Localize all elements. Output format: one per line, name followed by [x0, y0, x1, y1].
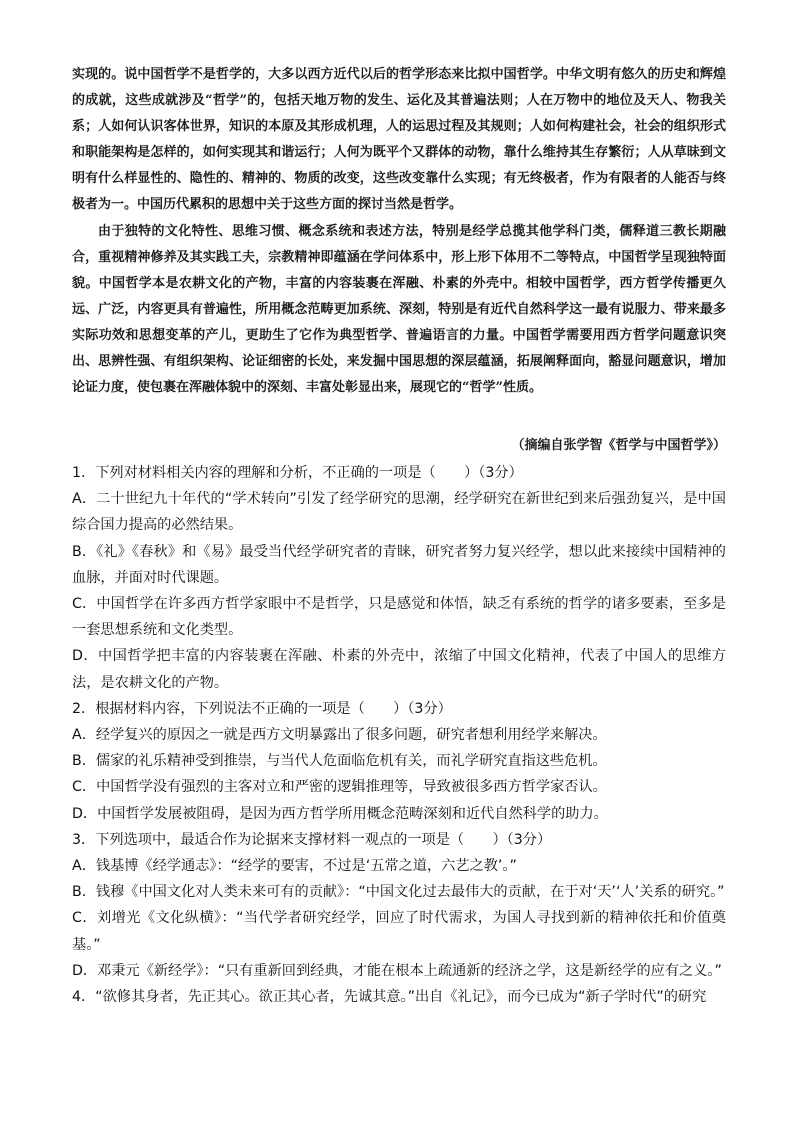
passage-paragraph: 实现的。说中国哲学不是哲学的，大多以西方近代以后的哲学形态来比拟中国哲学。中华文明有悠久的历史和辉煌的成就，这些成就涉及“哲学”的，包括天地万物的发生、运化及其普遍法则；人在万物中的地位及天人、物我关系；人如何认识客体世界，知识的本原及其形成机理，人的运思过程及其规则；人如何构建社会，社会的组织形式和职能架构是怎样的，如何实现其和谐运行；人何为既平个又群体的动物，靠什么维持其生存繁衍；人从草昧到文明有什么样显性的、隐性的、精神的、物质的改变，这些改变靠什么实现；有无终极者，作为有限者的人能否与终极者为一。中国历代累积的思想中关于这些方面的探讨当然是哲学。 [72, 67, 726, 213]
answer-option: A．经学复兴的原因之一就是西方文明暴露出了很多问题，研究者想利用经学来解决。 [72, 727, 607, 744]
answer-option: C．刘增光《文化纵横》：“当代学者研究经学，回应了时代需求，为国人寻找到新的精神依托和价值奠基。” [72, 910, 726, 953]
answer-option: B．儒家的礼乐精神受到推崇，与当代人危面临危机有关，而礼学研究直指这些危机。 [72, 753, 607, 770]
question-stem: 2．根据材料内容，下列说法不正确的一项是（ ）（3分） [72, 700, 452, 717]
answer-option: D．中国哲学把丰富的内容装裹在浑融、朴素的外壳中，浓缩了中国文化精神，代表了中国人的思维方法，是农耕文化的产物。 [72, 648, 726, 691]
answer-option: C．中国哲学在许多西方哲学家眼中不是哲学，只是感觉和体悟，缺乏有系统的哲学的诸多要素，至多是一套思想系统和文化类型。 [72, 596, 726, 639]
question-list [72, 460, 726, 1010]
answer-option: B．《礼》《春秋》和《易》最受当代经学研究者的青睐，研究者努力复兴经学，想以此来接续中国精神的血脉，并面对时代课题。 [72, 543, 726, 586]
answer-option: D．中国哲学发展被阻碍，是因为西方哲学所用概念范畴深刻和近代自然科学的助力。 [72, 805, 608, 822]
question-stem: 1．下列对材料相关内容的理解和分析，不正确的一项是（ ）（3分） [72, 465, 523, 481]
answer-option: B．钱穆《中国文化对人类未来可有的贡献》：“中国文化过去最伟大的贡献，在于对‘天’‘人’关系的研究。” [72, 884, 725, 901]
passage-source: （摘编自张学智《哲学与中国哲学》） [511, 438, 726, 453]
passage-paragraph: 由于独特的文化特性、思维习惯、概念系统和表述方法，特别是经学总揽其他学科门类，儒释道三教长期融合，重视精神修养及其实践工夫，宗教精神即蕴涵在学问体系中，形上形下体用不二等特点，中国哲学呈现独特面貌。中国哲学本是农耕文化的产物，丰富的内容装裹在浑融、朴素的外壳中。相较中国哲学，西方哲学传播更久远、广泛，内容更具有普遍性，所用概念范畴更加系统、深刻，特别是有近代自然科学这一最有说服力、带来最多实际功效和思想变革的产儿，更助生了它作为典型哲学、普遍语言的力量。中国哲学需要用西方哲学问题意识突出、思辨性强、有组织架构、论证细密的长处，来发掘中国思想的深层蕴涵，拓展阐释面向，豁显问题意识，增加论证力度，使包裹在浑融体貌中的深刻、丰富处彰显出来，展现它的“哲学”性质。 [72, 223, 726, 396]
answer-option: A．二十世纪九十年代的“学术转向”引发了经学研究的思潮，经学研究在新世纪到来后强劲复兴，是中国综合国力提高的必然结果。 [72, 491, 726, 534]
reading-passage [72, 62, 726, 401]
question-stem: 4．“欲修其身者，先正其心。欲正其心者，先诚其意。”出自《礼记》，而今已成为“新子学时代”的研究 [72, 989, 707, 1006]
answer-option: D．邓秉元《新经学》：“只有重新回到经典，才能在根本上疏通新的经济之学，这是新经学的应有之义。” [72, 962, 722, 979]
answer-option: A．钱基博《经学通志》：“经学的要害，不过是‘五常之道，六艺之教’。” [72, 858, 517, 875]
question-stem: 3．下列选项中，最适合作为论据来支撑材料一观点的一项是（ ）（3分） [72, 831, 552, 848]
answer-option: C．中国哲学没有强烈的主客对立和严密的逻辑推理等，导致被很多西方哲学家否认。 [72, 779, 607, 796]
